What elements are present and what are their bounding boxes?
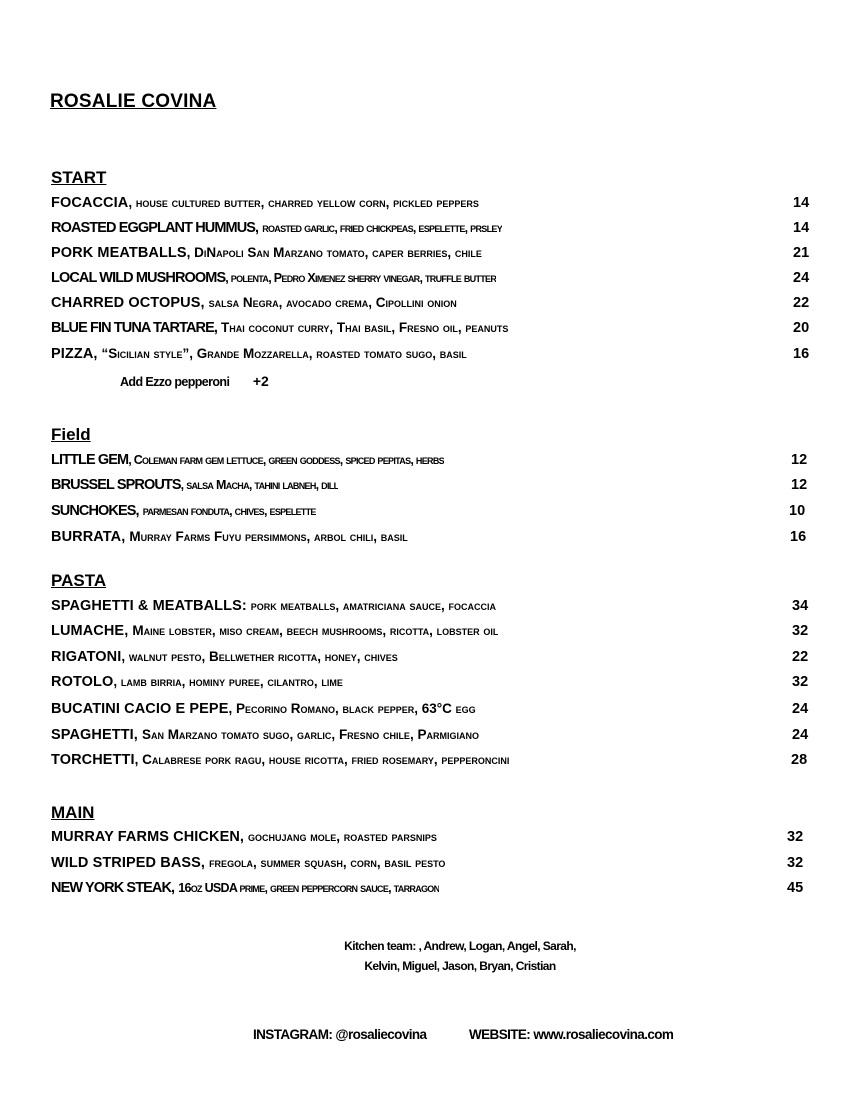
item-name: BRUSSEL SPROUTS bbox=[51, 477, 181, 493]
item-price: 14 bbox=[793, 195, 810, 211]
item-price: 20 bbox=[793, 320, 810, 336]
item-description: parmesan fonduta, chives, espelette bbox=[142, 504, 316, 518]
instagram-handle: INSTAGRAM: @rosaliecovina bbox=[253, 1027, 427, 1042]
item-price: 22 bbox=[792, 649, 809, 665]
item-description: Maine lobster, miso cream, beech mushrooms, ricotta, lobster oil bbox=[132, 623, 499, 638]
page-title: ROSALIE COVINA bbox=[50, 91, 217, 112]
section-heading-start: START bbox=[51, 168, 107, 187]
item-name: LUMACHE, bbox=[51, 623, 129, 639]
item-name: LITTLE GEM bbox=[51, 452, 129, 468]
item-name: MURRAY FARMS CHICKEN, bbox=[51, 829, 245, 845]
item-price: 16 bbox=[790, 529, 807, 545]
item-name: BURRATA, bbox=[51, 529, 126, 545]
item-name: FOCACCIA bbox=[51, 195, 129, 211]
item-price: 32 bbox=[792, 674, 809, 690]
menu-item-burrata bbox=[51, 529, 814, 551]
menu-item-octopus bbox=[51, 295, 814, 317]
item-name: SPAGHETTI & MEATBALLS: bbox=[51, 598, 247, 614]
menu-item-bucatini bbox=[51, 701, 814, 723]
item-description: Murray Farms Fuyu persimmons, arbol chili, basil bbox=[129, 529, 408, 544]
menu-item-pork-meatballs bbox=[51, 245, 814, 267]
item-name: PORK MEATBALLS bbox=[51, 245, 187, 261]
item-description: , house cultured butter, charred yellow corn, pickled peppers bbox=[128, 195, 479, 210]
item-name: PIZZA, bbox=[51, 346, 98, 362]
item-price: 32 bbox=[792, 623, 809, 639]
section-heading-main: MAIN bbox=[51, 803, 95, 822]
menu-item-chicken bbox=[51, 829, 814, 851]
addon-price: +2 bbox=[252, 373, 269, 389]
section-heading-field: Field bbox=[51, 425, 91, 444]
item-price: 34 bbox=[792, 598, 809, 614]
item-description: , walnut pesto, Bellwether ricotta, honey, chives bbox=[121, 649, 398, 664]
website-url: WEBSITE: www.rosaliecovina.com bbox=[469, 1027, 674, 1042]
addon-label: Add Ezzo pepperoni bbox=[120, 375, 230, 389]
item-description: , Pecorino Romano, black pepper, 63°C egg bbox=[228, 701, 476, 716]
item-name: WILD STRIPED BASS, bbox=[51, 855, 206, 871]
item-description: , DiNapoli San Marzano tomato, caper berries, chile bbox=[186, 245, 482, 260]
item-description: , Coleman farm gem lettuce, green goddess, spiced pepitas, herbs bbox=[128, 453, 444, 467]
item-description: salsa Negra, avocado crema, Cipollini onion bbox=[208, 295, 457, 310]
item-price: 24 bbox=[792, 727, 809, 743]
item-price: 24 bbox=[792, 701, 809, 717]
menu-item-ny-steak bbox=[51, 880, 814, 902]
item-price: 14 bbox=[793, 220, 810, 236]
item-name: TORCHETTI bbox=[51, 752, 135, 768]
item-description: , polenta, Pedro Ximenez sherry vinegar, truffle butter bbox=[225, 271, 497, 285]
menu-item-rigatoni bbox=[51, 649, 814, 671]
item-description: , Calabrese pork ragu, house ricotta, fried rosemary, pepperoncini bbox=[134, 752, 510, 767]
item-description: pork meatballs, amatriciana sauce, focaccia bbox=[250, 598, 496, 613]
menu-item-wild-mushrooms bbox=[51, 270, 814, 292]
item-name: BUCATINI CACIO E PEPE bbox=[51, 701, 229, 717]
item-name: ROASTED EGGPLANT HUMMUS, bbox=[51, 220, 259, 236]
item-description: “Sicilian style”, Grande Mozzarella, roasted tomato sugo, basil bbox=[101, 346, 467, 361]
menu-item-striped-bass bbox=[51, 855, 814, 877]
item-name: BLUE FIN TUNA TARTARE, bbox=[51, 320, 217, 336]
item-description: fregola, summer squash, corn, basil pesto bbox=[209, 855, 446, 870]
item-price: 24 bbox=[793, 270, 810, 286]
item-price: 28 bbox=[791, 752, 808, 768]
item-name: SPAGHETTI, bbox=[51, 727, 138, 743]
menu-item-hummus bbox=[51, 220, 814, 242]
item-description: San Marzano tomato sugo, garlic, Fresno chile, Parmigiano bbox=[141, 727, 479, 742]
menu-item-pizza bbox=[51, 346, 814, 368]
addon-pepperoni bbox=[120, 373, 269, 389]
item-price: 45 bbox=[787, 880, 804, 896]
item-price: 32 bbox=[787, 829, 804, 845]
menu-item-spaghetti bbox=[51, 727, 814, 749]
menu-item-spaghetti-meatballs bbox=[51, 598, 814, 620]
menu-item-torchetti bbox=[51, 752, 814, 774]
item-description: Thai coconut curry, Thai basil, Fresno oil, peanuts bbox=[221, 320, 509, 335]
item-name: NEW YORK STEAK, bbox=[51, 880, 175, 896]
item-price: 12 bbox=[791, 477, 808, 493]
item-price: 21 bbox=[793, 245, 810, 261]
item-description: , salsa Macha, tahini labneh, dill bbox=[180, 478, 339, 492]
item-price: 16 bbox=[793, 346, 810, 362]
item-description: gochujang mole, roasted parsnips bbox=[248, 829, 437, 844]
menu-item-tuna-tartare bbox=[51, 320, 814, 342]
item-price: 10 bbox=[789, 503, 806, 519]
item-name: SUNCHOKES, bbox=[51, 503, 139, 519]
item-price: 22 bbox=[793, 295, 810, 311]
item-description: , lamb birria, hominy puree, cilantro, lime bbox=[113, 674, 343, 689]
menu-item-little-gem bbox=[51, 452, 814, 474]
menu-item-focaccia bbox=[51, 195, 814, 217]
menu-item-sunchokes bbox=[51, 503, 814, 525]
credits-line-2: Kelvin, Miguel, Jason, Bryan, Cristian bbox=[364, 959, 556, 973]
item-name: RIGATONI bbox=[51, 649, 122, 665]
item-description: roasted garlic, fried chickpeas, espelette, prsley bbox=[262, 221, 502, 235]
section-heading-pasta: PASTA bbox=[51, 571, 107, 590]
menu-item-lumache bbox=[51, 623, 814, 645]
menu-item-rotolo bbox=[51, 674, 814, 696]
item-description: 16oz USDA prime, green peppercorn sauce, tarragon bbox=[178, 881, 440, 895]
credits-line-1: Kitchen team: , Andrew, Logan, Angel, Sarah, bbox=[344, 939, 576, 953]
item-name: CHARRED OCTOPUS, bbox=[51, 295, 205, 311]
item-name: ROTOLO bbox=[51, 674, 114, 690]
item-price: 12 bbox=[791, 452, 808, 468]
menu-item-brussel-sprouts bbox=[51, 477, 814, 499]
item-price: 32 bbox=[787, 855, 804, 871]
kitchen-team-credits bbox=[300, 936, 620, 976]
item-name: LOCAL WILD MUSHROOMS bbox=[51, 270, 226, 286]
